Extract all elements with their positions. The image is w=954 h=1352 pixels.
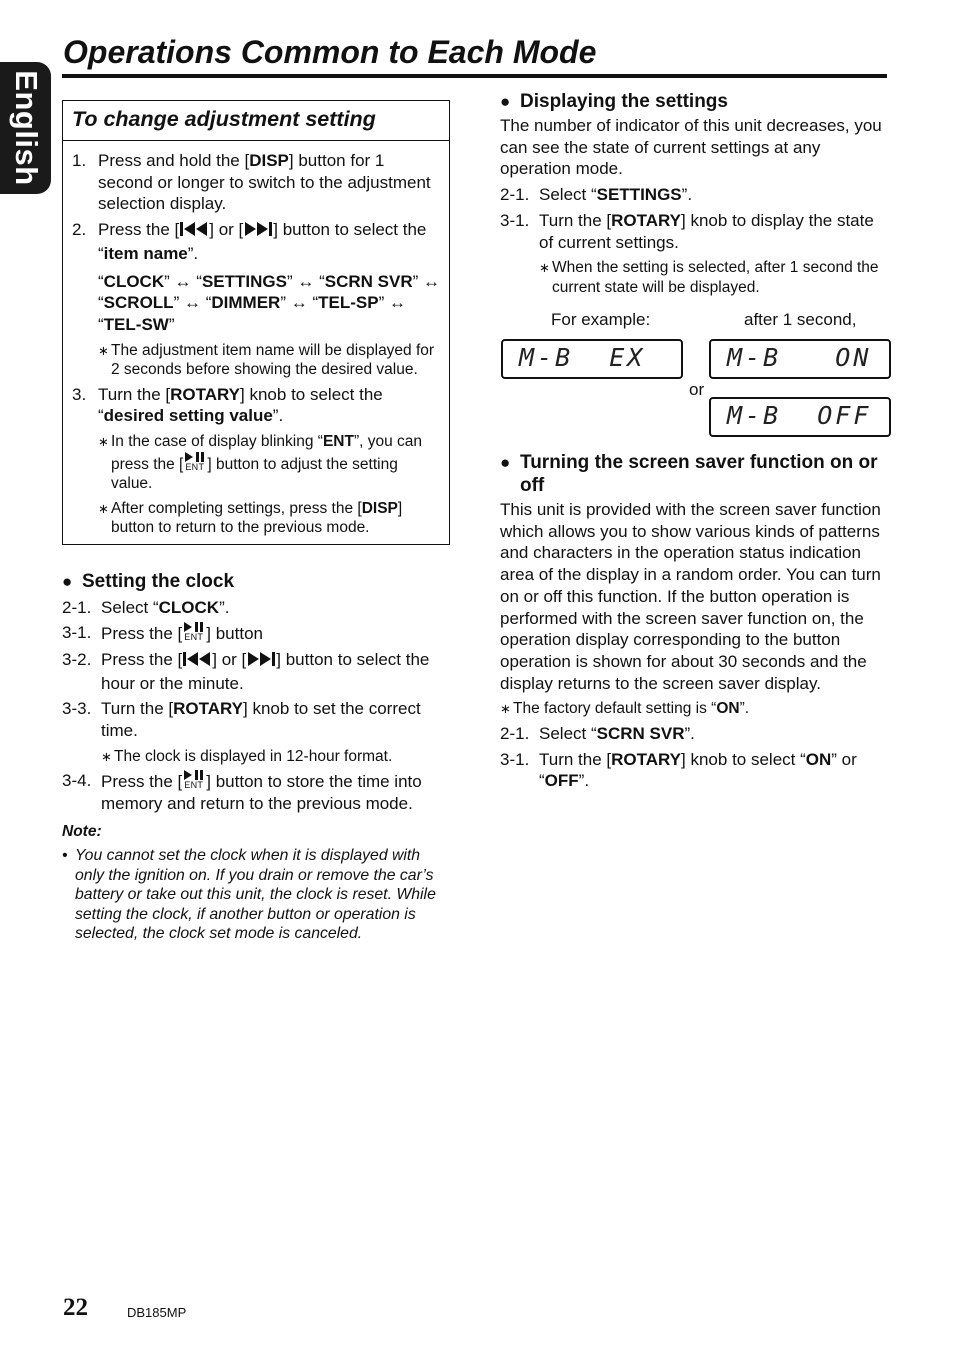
step-number: 3. bbox=[72, 384, 87, 404]
cycle-item: CLOCK bbox=[103, 271, 165, 291]
clock-note: • You cannot set the clock when it is displayed with only the ignition on. If you drain or remove the car’s battery or take out this unit, the clock is reset. While setting the clock, if another button or operation is selected, the clock set mode is canceled. bbox=[62, 846, 450, 944]
adjust-step-1: 1. Press and hold the [DISP] button for 1 second or longer to switch to the adjustment selection display. bbox=[72, 151, 431, 214]
after-second-label: after 1 second, bbox=[744, 310, 857, 329]
page-title: Operations Common to Each Mode bbox=[63, 34, 597, 70]
screen-saver-section bbox=[500, 451, 892, 792]
cycle-arrow: ↔ bbox=[389, 293, 406, 313]
cycle-arrow: ↔ bbox=[423, 271, 441, 291]
clock-section bbox=[62, 570, 450, 944]
factory-default-note: ∗ The factory default setting is “ON”. bbox=[500, 699, 892, 719]
disp-button-ref: DISP bbox=[249, 151, 289, 170]
note-title: Note: bbox=[62, 822, 102, 840]
cycle-item: TEL-SP bbox=[318, 293, 379, 313]
screen-saver-heading: ● Turning the screen saver function on or off bbox=[500, 451, 892, 497]
adjust-star-note: ∗ The adjustment item name will be displayed for 2 seconds before showing the desired value. bbox=[98, 341, 441, 380]
saver-step-3-1: 3-1. Turn the [ROTARY] knob to select “ON” or “OFF”. bbox=[500, 749, 857, 791]
step-number: 1. bbox=[72, 151, 87, 170]
settings-step-2-1: 2-1. Select “SETTINGS”. bbox=[500, 185, 693, 205]
settings-heading: ● Displaying the settings bbox=[500, 90, 892, 113]
lcd-display-example: M-B EX bbox=[501, 339, 683, 379]
left-column bbox=[62, 100, 450, 944]
cycle-arrow: ↔ bbox=[290, 293, 308, 313]
saver-step-2-1: 2-1. Select “SCRN SVR”. bbox=[500, 723, 695, 743]
item-name-term: item name bbox=[103, 243, 188, 263]
after-settings-note: ∗ After completing settings, press the [DISP] button to return to the previous mode. bbox=[98, 499, 441, 538]
title-rule bbox=[62, 74, 887, 78]
adjustment-box bbox=[62, 100, 450, 545]
rotary-knob-ref: ROTARY bbox=[170, 384, 241, 404]
cycle-item: DIMMER bbox=[211, 293, 281, 313]
settings-star-note: ∗ When the setting is selected, after 1 second the current state will be displayed. bbox=[539, 258, 892, 297]
play-pause-ent-icon: ENT bbox=[182, 770, 206, 790]
adjustment-body bbox=[63, 141, 449, 544]
model-number: DB185MP bbox=[127, 1305, 187, 1320]
adjust-step-3: 3. Turn the [ROTARY] knob to select the “desired setting value”. ∗ In the case of display blinking “ENT”, you can press the [ ENT ] button to adjust the setting value. ∗ After completing settings, press the [DISP] button to return to the previous mode. bbox=[72, 384, 441, 538]
example-label: For example: bbox=[551, 310, 651, 329]
item-cycle: “CLOCK” ↔ “SETTINGS” ↔ “SCRN SVR” ↔ “SCROLL” ↔ “DIMMER” ↔ “TEL-SP” ↔ “TEL-SW” bbox=[98, 271, 441, 334]
play-pause-ent-icon: ENT bbox=[183, 452, 207, 472]
language-tab-label: English bbox=[8, 70, 44, 186]
next-track-icon bbox=[243, 221, 273, 243]
cycle-item: SCROLL bbox=[103, 293, 174, 313]
page-number: 22 bbox=[63, 1294, 88, 1321]
lcd-display-on: M-B ON bbox=[709, 339, 891, 379]
adjustment-heading: To change adjustment setting bbox=[63, 101, 449, 141]
next-track-icon bbox=[246, 651, 276, 673]
screen-saver-intro: This unit is provided with the screen saver function which allows you to show various kinds of patterns and characters in the operation status indication area of the display in a random order. You can turn on or off this function. If the button operation is performed with the screen saver function on, the operation display corresponding to the button operation is shown for about 30 seconds and the display returns to the screen saver display. bbox=[500, 500, 881, 693]
adjust-step-2: 2. Press the [ ] or [ ] button to select the “item name”. “CLOCK” ↔ “SETTINGS” ↔ “SCRN SVR” ↔ “SCROLL” ↔ “DIMMER” ↔ “TEL-SP” ↔ “TEL-SW” ∗ The adjustment item name will be displayed for 2 seconds before showing the desired value. bbox=[72, 219, 441, 380]
language-tab bbox=[0, 62, 51, 194]
clock-step-3-3: 3-3. Turn the [ROTARY] knob to set the correct time. ∗ The clock is displayed in 12-hour format. bbox=[62, 698, 450, 766]
desired-value-term: desired setting value bbox=[103, 406, 273, 426]
step-number: 2. bbox=[72, 220, 87, 240]
settings-intro: The number of indicator of this unit decreases, you can see the state of current settings at any operation mode. bbox=[500, 116, 882, 179]
cycle-item: SETTINGS bbox=[201, 271, 287, 291]
clock-heading: ● Setting the clock bbox=[62, 570, 450, 593]
cycle-arrow: ↔ bbox=[183, 293, 201, 313]
blinking-ent-note: ∗ In the case of display blinking “ENT”, you can press the [ ENT ] button to adjust the setting value. bbox=[98, 432, 441, 494]
or-label: or bbox=[689, 380, 705, 399]
clock-step-2-1: 2-1. Select “CLOCK”. bbox=[62, 597, 230, 617]
previous-track-icon bbox=[179, 221, 209, 243]
cycle-arrow: ↔ bbox=[297, 271, 315, 291]
clock-step-3-2: 3-2. Press the [ ] or [ ] button to select the hour or the minute. bbox=[62, 649, 430, 693]
settings-step-3-1: 3-1. Turn the [ROTARY] knob to display the state of current settings. ∗ When the setting is selected, after 1 second the current state will be displayed. bbox=[500, 210, 892, 297]
cycle-arrow: ↔ bbox=[174, 271, 192, 291]
clock-star-note: ∗ The clock is displayed in 12-hour format. bbox=[101, 747, 450, 767]
play-pause-ent-icon: ENT bbox=[182, 622, 206, 642]
cycle-item: TEL-SW bbox=[103, 314, 169, 334]
cycle-item: SCRN SVR bbox=[324, 271, 413, 291]
right-column bbox=[500, 90, 892, 297]
previous-track-icon bbox=[182, 651, 212, 673]
settings-section bbox=[500, 90, 892, 297]
clock-step-3-4: 3-4. Press the [ ENT ] button to store the time into memory and return to the previous mode. bbox=[62, 771, 422, 813]
clock-step-3-1: 3-1. Press the [ ENT ] button bbox=[62, 623, 263, 644]
lcd-display-off: M-B OFF bbox=[709, 397, 891, 437]
